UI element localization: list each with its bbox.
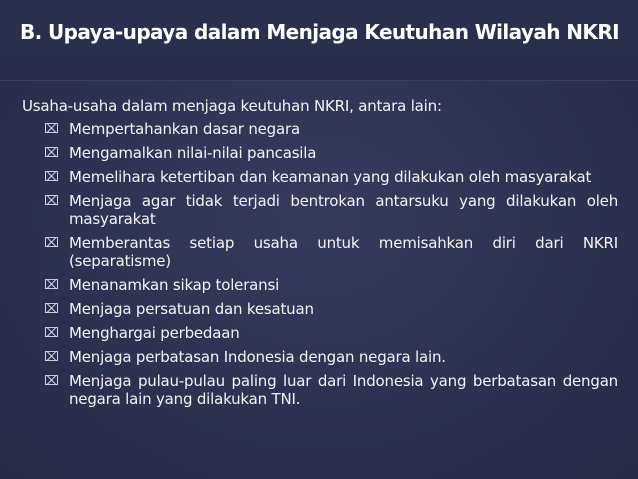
list-item xyxy=(44,300,618,318)
list-item-text: Menjaga agar tidak terjadi bentrokan antarsuku yang dilakukan oleh masyarakat xyxy=(69,192,618,228)
cross-box-icon: ⌧ xyxy=(44,194,59,209)
list-item-text: Menjaga persatuan dan kesatuan xyxy=(69,300,314,318)
list-item-text: Memberantas setiap usaha untuk memisahkan diri dari NKRI (separatisme) xyxy=(69,234,618,270)
cross-box-icon: ⌧ xyxy=(44,146,59,161)
list-item-text: Mempertahankan dasar negara xyxy=(69,120,300,138)
intro-text: Usaha-usaha dalam menjaga keutuhan NKRI, antara lain: xyxy=(22,97,442,115)
cross-box-icon: ⌧ xyxy=(44,326,59,341)
list-item-text: Menghargai perbedaan xyxy=(69,324,240,342)
list-item-text: Mengamalkan nilai-nilai pancasila xyxy=(69,144,317,162)
list-item xyxy=(44,372,618,408)
slide-title: B. Upaya-upaya dalam Menjaga Keutuhan Wilayah NKRI xyxy=(20,20,619,44)
list-item-text: Menjaga perbatasan Indonesia dengan negara lain. xyxy=(69,348,446,366)
list-item-text: Menanamkan sikap toleransi xyxy=(69,276,280,294)
bullet-list xyxy=(44,120,618,414)
list-item xyxy=(44,348,618,366)
list-item xyxy=(44,276,618,294)
cross-box-icon: ⌧ xyxy=(44,236,59,251)
list-item xyxy=(44,144,618,162)
list-item-text: Memelihara ketertiban dan keamanan yang dilakukan oleh masyarakat xyxy=(69,168,592,186)
list-item xyxy=(44,192,618,228)
list-item xyxy=(44,324,618,342)
list-item xyxy=(44,234,618,270)
cross-box-icon: ⌧ xyxy=(44,170,59,185)
list-item-text: Menjaga pulau-pulau paling luar dari Indonesia yang berbatasan dengan negara lain yang dilakukan TNI. xyxy=(69,372,618,408)
cross-box-icon: ⌧ xyxy=(44,122,59,137)
title-bar xyxy=(0,0,638,80)
cross-box-icon: ⌧ xyxy=(44,374,59,389)
cross-box-icon: ⌧ xyxy=(44,350,59,365)
list-item xyxy=(44,120,618,138)
cross-box-icon: ⌧ xyxy=(44,278,59,293)
cross-box-icon: ⌧ xyxy=(44,302,59,317)
list-item xyxy=(44,168,618,186)
title-divider xyxy=(0,80,638,81)
